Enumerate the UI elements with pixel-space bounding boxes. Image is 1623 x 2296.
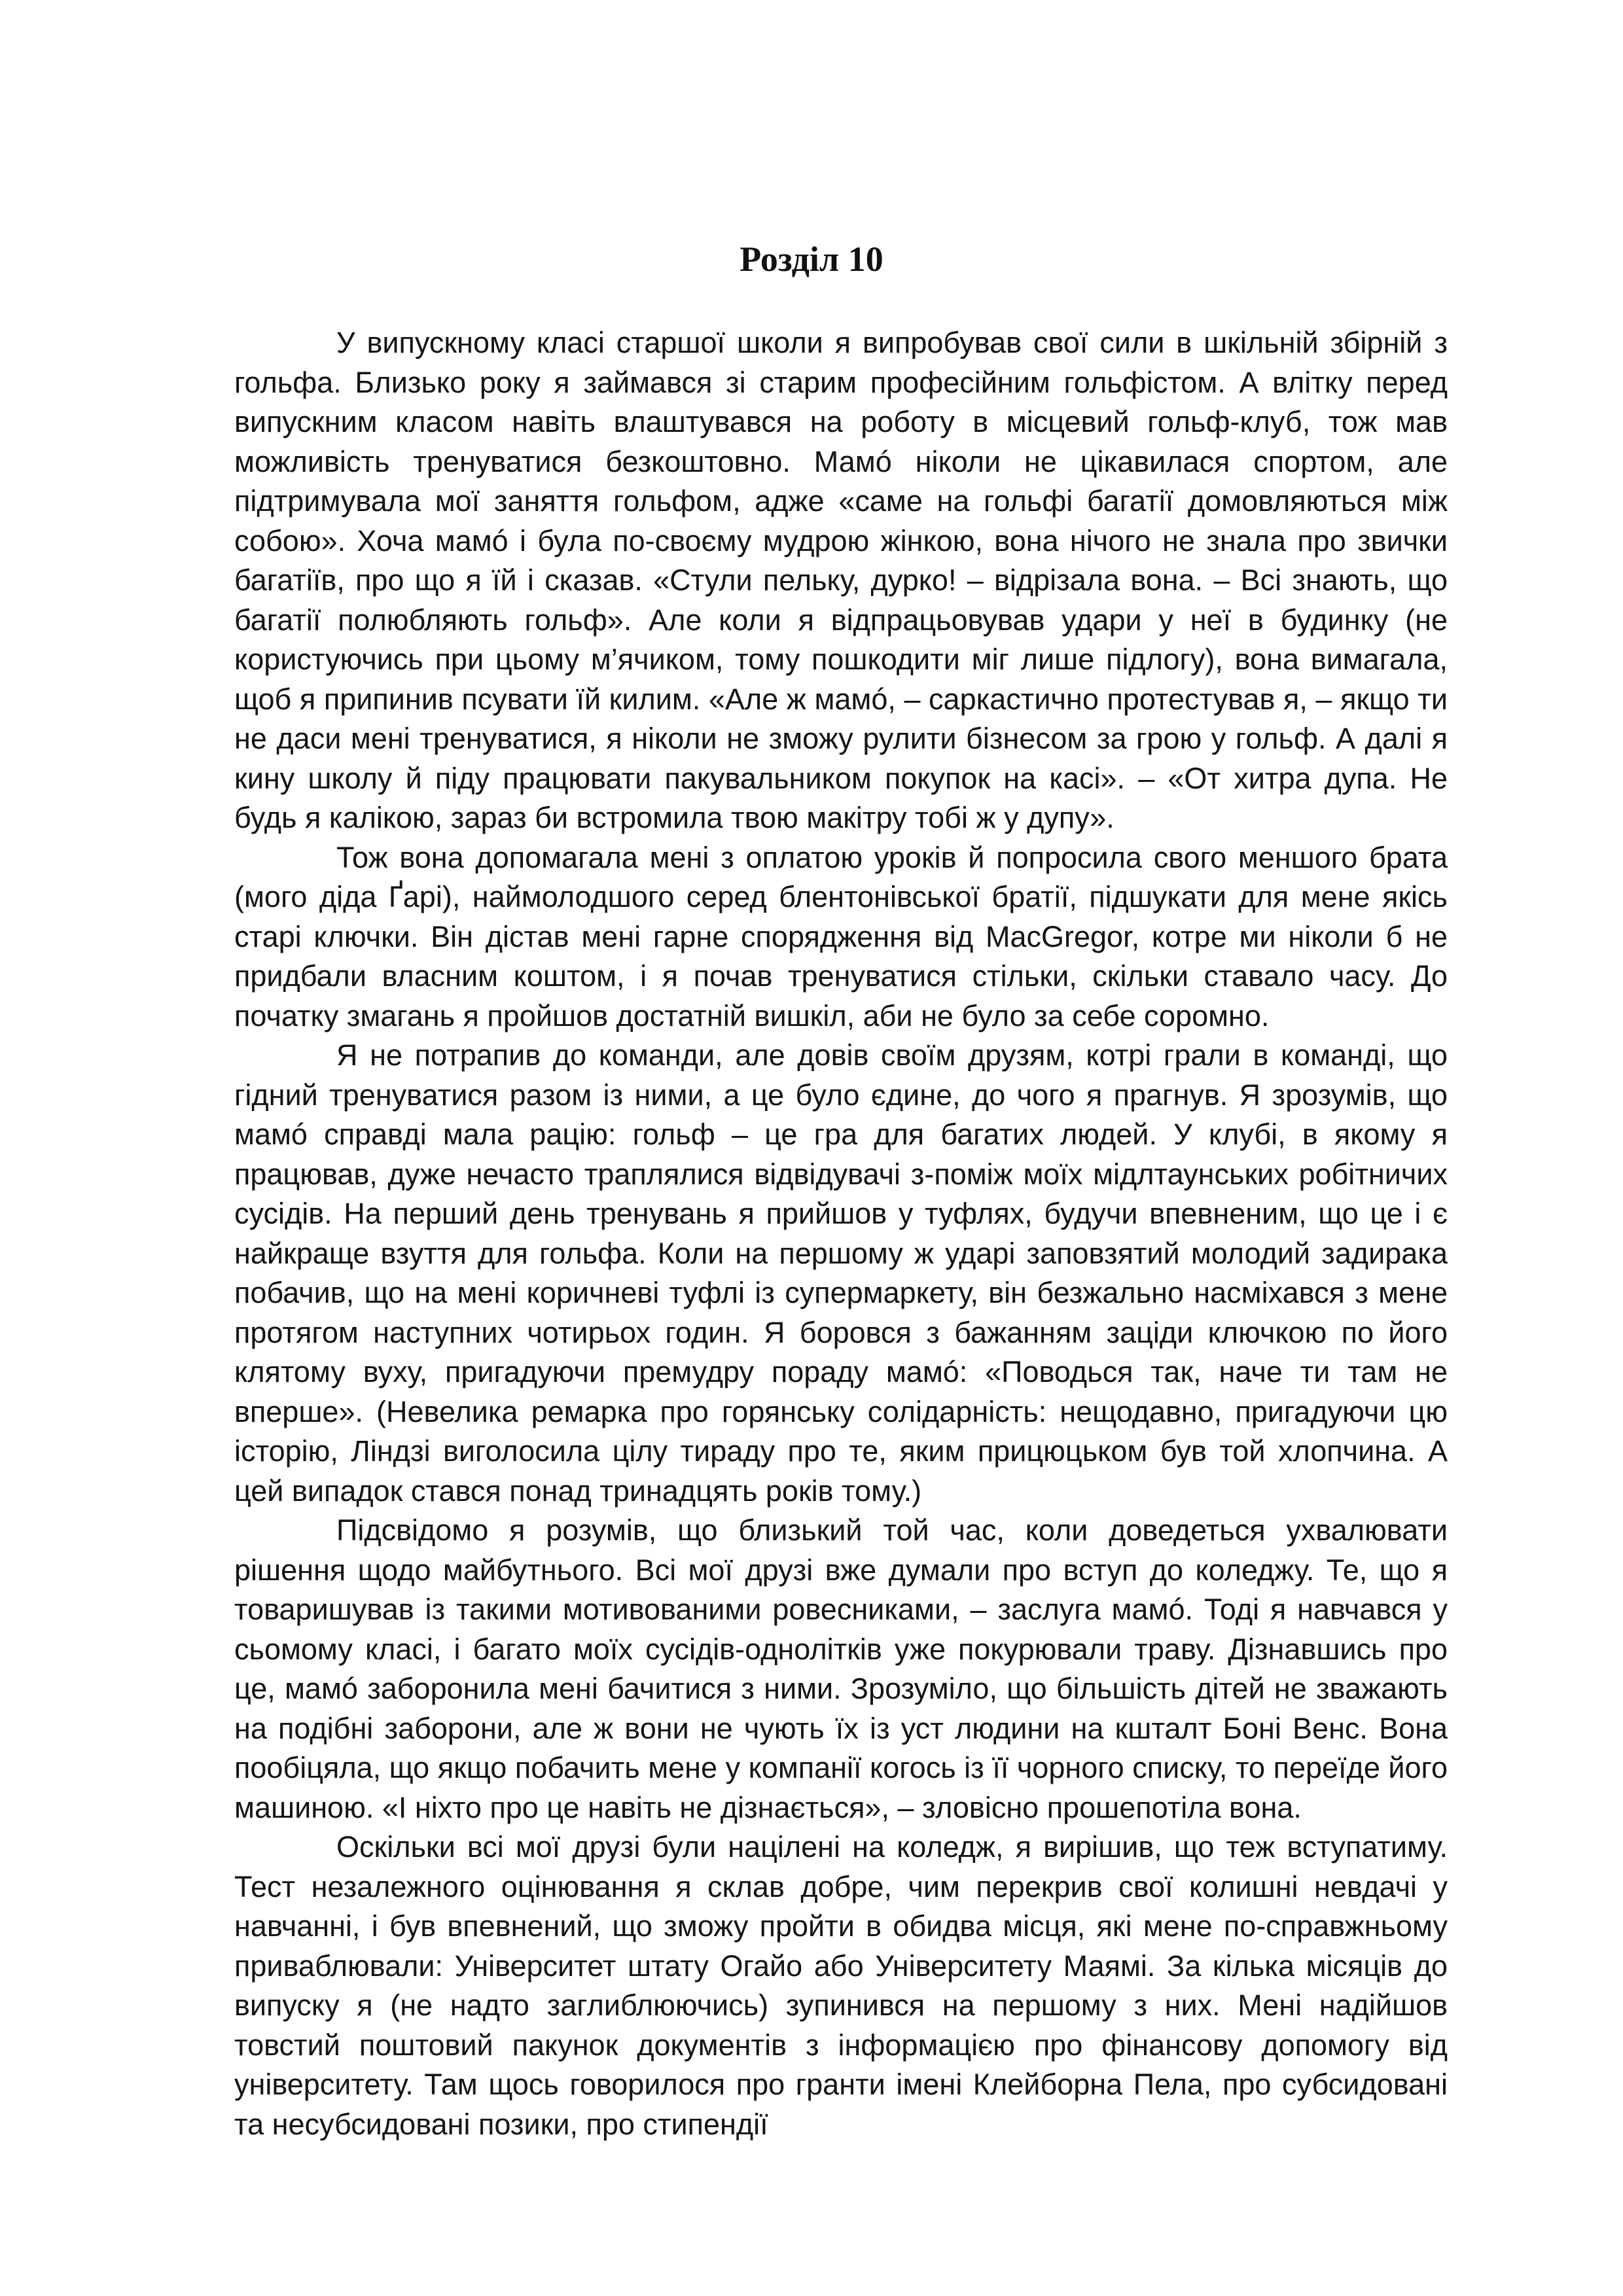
paragraph: Я не потрапив до команди, але довів своїм друзям, котрі грали в команді, що гідний тренуватися разом із ними, а це було єдине, до чого я прагнув. Я зрозумів, що мамó справді мала рацію: гольф – це гра для багатих людей. У клубі, в якому я працював, дуже нечасто траплялися відвідувачі з-поміж моїх мідлтаунських робітничих сусідів. На перший день тренувань я прийшов у туфлях, будучи впевненим, що це і є найкраще взуття для гольфа. Коли на першому ж ударі заповзятий молодий задирака побачив, що на мені коричневі туфлі із супермаркету, він безжально насміхався з мене протягом наступних чотирьох годин. Я боровся з бажанням заціди ключкою по його клятому вуху, пригадуючи премудру пораду мамó: «Поводься так, наче ти там не вперше». (Невелика ремарка про горянську солідарність: нещодавно, пригадуючи цю історію, Ліндзі виголосила цілу тираду про те, яким прицюцьком був той хлопчина. А цей випадок стався понад тринадцять років тому.) — [234, 1038, 1448, 1508]
chapter-text — [234, 323, 1448, 2144]
paragraph: Підсвідомо я розумів, що близький той час, коли доведеться ухвалювати рішення щодо майбутнього. Всі мої друзі вже думали про вступ до коледжу. Те, що я товаришував із такими мотивованими ровесниками, – заслуга мамó. Тоді я навчався у сьомому класі, і багато моїх сусідів-однолітків уже покурювали траву. Дізнавшись про це, мамó заборонила мені бачитися з ними. Зрозуміло, що більшість дітей не зважають на подібні заборони, але ж вони не чують їх із уст людини на кшталт Боні Венс. Вона пообіцяла, що якщо побачить мене у компанії когось із її чорного списку, то переїде його машиною. «І ніхто про це навіть не дізнається», – зловісно прошепотіла вона. — [234, 1513, 1448, 1824]
paragraph: У випускному класі старшої школи я випробував свої сили в шкільній збірній з гольфа. Близько року я займався зі старим професійним гольфістом. А влітку перед випускним класом навіть влаштувався на роботу в місцевий гольф-клуб, тож мав можливість тренуватися безкоштовно. Мамó ніколи не цікавилася спортом, але підтримувала мої заняття гольфом, адже «саме на гольфі багатії домовляються між собою». Хоча мамó і була по-своєму мудрою жінкою, вона нічого не знала про звички багатіїв, про що я їй і сказав. «Стули пельку, дурко! – відрізала вона. – Всі знають, що багатії полюбляють гольф». Але коли я відпрацьовував удари у неї в будинку (не користуючись при цьому м’ячиком, тому пошкодити міг лише підлогу), вона вимагала, щоб я припинив псувати їй килим. «Але ж мамó, – саркастично протестував я, – якщо ти не даси мені тренуватися, я ніколи не зможу рулити бізнесом за грою у гольф. А далі я кину школу й піду працювати пакувальником покупок на касі». – «От хитра дупа. Не будь я калікою, зараз би встромила твою макітру тобі ж у дупу». — [234, 326, 1448, 834]
chapter-title: Розділ 10 — [740, 239, 883, 279]
paragraph: Оскільки всі мої друзі були націлені на коледж, я вирішив, що теж вступатиму. Тест незалежного оцінювання я склав добре, чим перекрив свої колишні невдачі у навчанні, і був впевнений, що зможу пройти в обидва місця, які мене по-справжньому приваблювали: Університет штату Огайо або Університету Маямі. За кілька місяців до випуску я (не надто заглиблюючись) зупинився на першому з них. Мені надійшов товстий поштовий пакунок документів з інформацією про фінансову допомогу від університету. Там щось говорилося про гранти імені Клейборна Пела, про субсидовані та несубсидовані позики, про стипендії — [234, 1830, 1448, 2141]
paragraph: Тож вона допомагала мені з оплатою уроків й попросила свого меншого брата (мого діда Ґарі), наймолодшого серед блентонівської братії, підшукати для мене якісь старі ключки. Він дістав мені гарне спорядження від MacGregor, котре ми ніколи б не придбали власним коштом, і я почав тренуватися стільки, скільки ставало часу. До початку змагань я пройшов достатній вишкіл, аби не було за себе соромно. — [234, 840, 1448, 1033]
